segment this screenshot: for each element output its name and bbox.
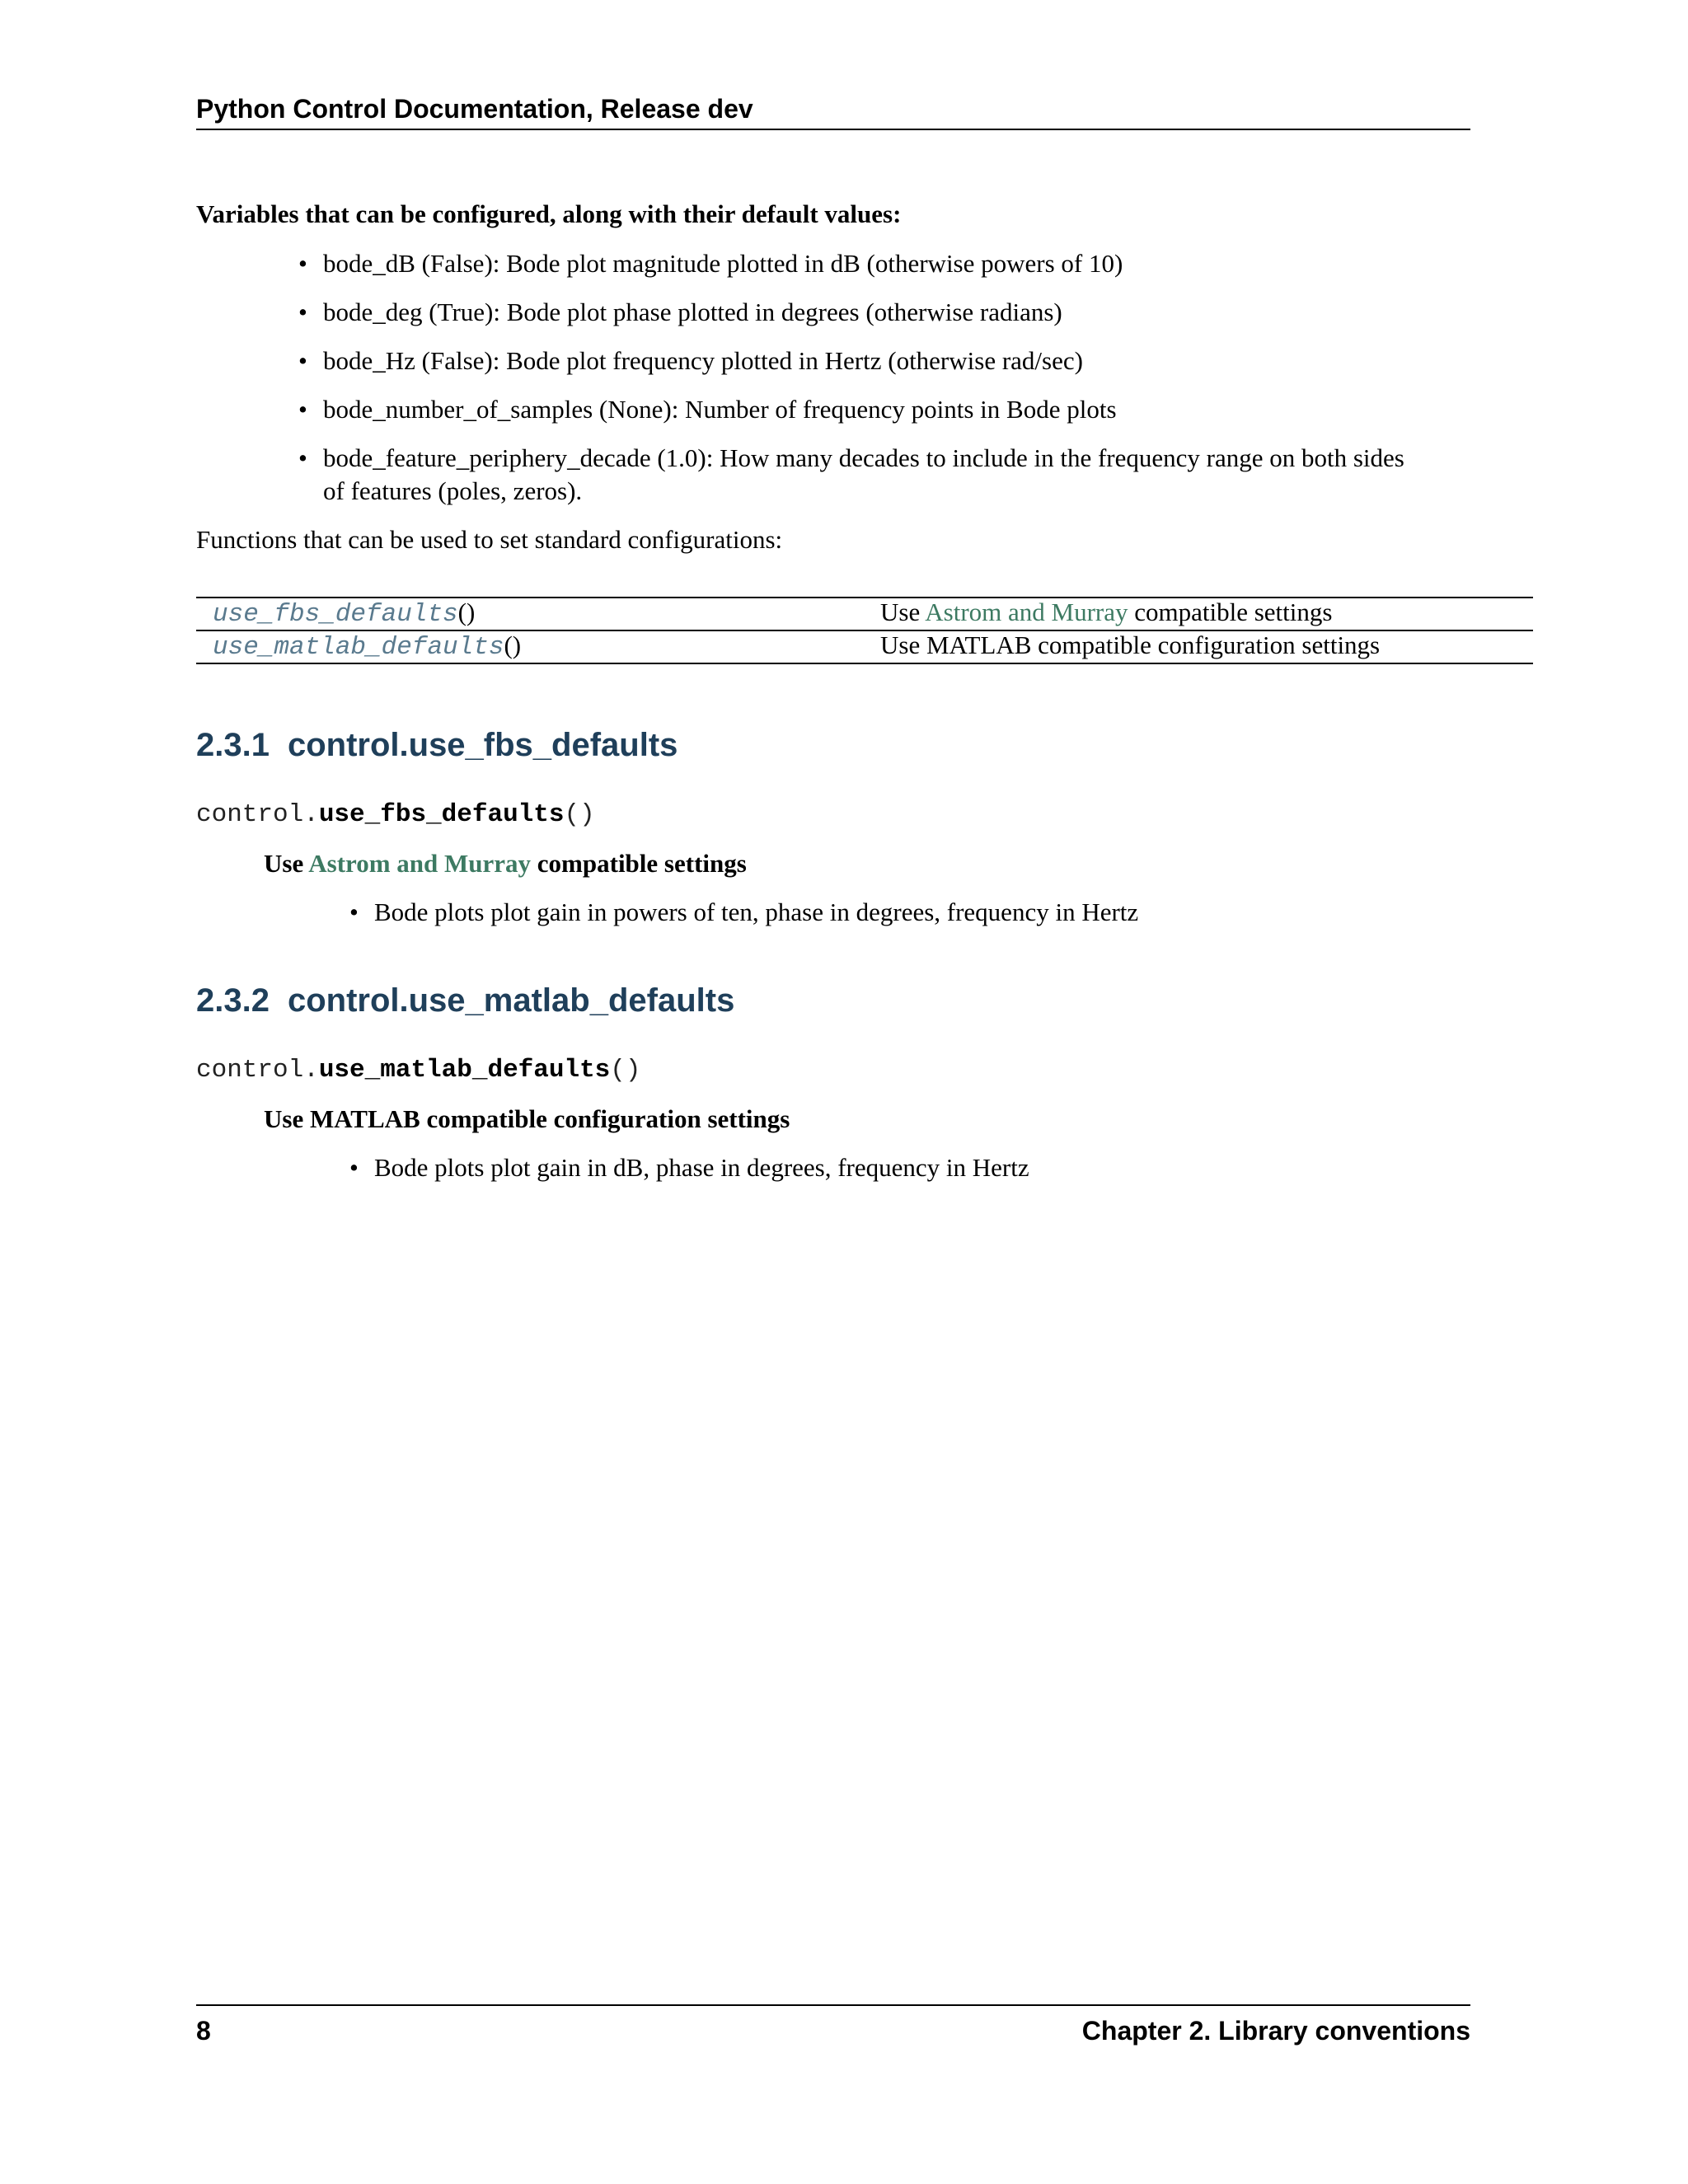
sig-function-name: use_matlab_defaults bbox=[318, 1056, 611, 1085]
bullet-icon: • bbox=[298, 395, 307, 424]
list-item bbox=[298, 393, 1117, 426]
table-row bbox=[213, 629, 521, 664]
list-item-text: bode_deg (True): Bode plot phase plotted in degrees (otherwise radians) bbox=[323, 298, 1062, 326]
summary-suffix: compatible settings bbox=[531, 849, 747, 878]
section-title-text: control.use_fbs_defaults bbox=[287, 727, 678, 763]
page-number: 8 bbox=[196, 2016, 211, 2046]
list-item-text: bode_Hz (False): Bode plot frequency plotted in Hertz (otherwise rad/sec) bbox=[323, 346, 1083, 375]
section-heading-use-fbs-defaults bbox=[196, 725, 678, 765]
bullet-icon: • bbox=[349, 898, 359, 926]
section-title-text: control.use_matlab_defaults bbox=[287, 982, 735, 1019]
table-cell-description: Use MATLAB compatible configuration settings bbox=[880, 630, 1381, 659]
list-item bbox=[349, 1151, 1029, 1184]
list-item bbox=[298, 296, 1062, 329]
summary-prefix: Use bbox=[264, 849, 309, 878]
list-item-text: Bode plots plot gain in powers of ten, phase in degrees, frequency in Hertz bbox=[374, 898, 1139, 926]
desc-prefix: Use bbox=[880, 598, 926, 626]
sig-parens: () bbox=[564, 800, 595, 829]
function-summary bbox=[264, 847, 747, 880]
list-item-text: bode_dB (False): Bode plot magnitude plotted in dB (otherwise powers of 10) bbox=[323, 249, 1123, 278]
section-number: 2.3.1 bbox=[196, 727, 270, 763]
list-item bbox=[349, 896, 1139, 929]
section-heading-use-matlab-defaults bbox=[196, 981, 734, 1020]
sig-module: control. bbox=[196, 1056, 319, 1085]
table-bottom-rule bbox=[196, 663, 1533, 664]
sig-function-name: use_fbs_defaults bbox=[318, 800, 565, 829]
bullet-icon: • bbox=[298, 346, 307, 375]
use-fbs-defaults-link[interactable]: use_fbs_defaults bbox=[213, 600, 458, 629]
parens: () bbox=[457, 598, 476, 626]
sig-parens: () bbox=[610, 1056, 641, 1085]
astrom-murray-link[interactable]: Astrom and Murray bbox=[925, 598, 1128, 626]
list-item-text: bode_number_of_samples (None): Number of frequency points in Bode plots bbox=[323, 395, 1117, 424]
running-header: Python Control Documentation, Release dev bbox=[196, 94, 753, 124]
chapter-footer: Chapter 2. Library conventions bbox=[1081, 2016, 1470, 2046]
table-row bbox=[213, 596, 475, 631]
functions-intro-text: Functions that can be used to set standard configurations: bbox=[196, 525, 783, 554]
list-item-text: bode_feature_periphery_decade (1.0): How many decades to include in the frequency range on both sides bbox=[323, 443, 1404, 472]
list-item-continuation bbox=[323, 475, 582, 508]
list-item-text: of features (poles, zeros). bbox=[323, 476, 583, 505]
list-item-text: Bode plots plot gain in dB, phase in degrees, frequency in Hertz bbox=[374, 1153, 1029, 1182]
function-summary: Use MATLAB compatible configuration settings bbox=[264, 1104, 790, 1133]
header-rule bbox=[196, 129, 1470, 130]
astrom-murray-link[interactable]: Astrom and Murray bbox=[308, 849, 532, 878]
config-variables-heading: Variables that can be configured, along with their default values: bbox=[196, 199, 902, 228]
list-item bbox=[298, 442, 1404, 475]
table-cell-description bbox=[880, 596, 1332, 629]
parens: () bbox=[504, 630, 522, 659]
list-item bbox=[298, 247, 1123, 280]
bullet-icon: • bbox=[298, 249, 307, 278]
function-signature bbox=[196, 799, 595, 832]
desc-suffix: compatible settings bbox=[1128, 598, 1333, 626]
bullet-icon: • bbox=[349, 1153, 359, 1182]
list-item bbox=[298, 344, 1083, 377]
bullet-icon: • bbox=[298, 443, 307, 472]
bullet-icon: • bbox=[298, 298, 307, 326]
section-number: 2.3.2 bbox=[196, 982, 270, 1019]
sig-module: control. bbox=[196, 800, 319, 829]
function-signature bbox=[196, 1054, 641, 1087]
footer-rule bbox=[196, 2004, 1470, 2006]
use-matlab-defaults-link[interactable]: use_matlab_defaults bbox=[213, 633, 504, 662]
